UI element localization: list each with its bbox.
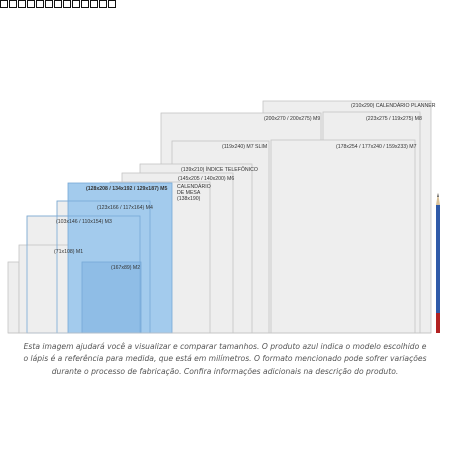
size-label-m1: (71x108) M1 bbox=[54, 249, 84, 255]
size-box-m7 bbox=[271, 140, 415, 333]
size-label-m6: (145x205 / 140x200) M6 bbox=[178, 176, 235, 182]
pencil-lead bbox=[437, 193, 438, 197]
size-label-line: CALENDÁRIO bbox=[177, 184, 211, 190]
size-box-m2 bbox=[82, 262, 141, 333]
size-label-m7: (178x254 / 177x240 / 159x233) M7 bbox=[336, 144, 417, 150]
size-box-edge bbox=[8, 262, 19, 333]
size-label-line: (138x190) bbox=[177, 196, 201, 202]
caption-line-1: Esta imagem ajudará você a visualizar e comparar tamanhos. O produto azul indica o modelo escolhido e bbox=[23, 342, 427, 351]
size-label-line: DE MESA bbox=[177, 190, 201, 196]
pencil-body bbox=[436, 205, 440, 313]
pencil-reference-icon bbox=[436, 193, 440, 333]
size-label-m8: (223x275 / 119x275) M8 bbox=[366, 116, 422, 122]
size-label-m9: (200x270 / 200x275) M9 bbox=[264, 116, 321, 122]
size-label-m2: (167x89) M2 bbox=[111, 265, 141, 271]
size-label-indice: (139x210) ÍNDICE TELEFÔNICO bbox=[181, 167, 258, 173]
size-label-m7slim: (119x240) M7 SLIM bbox=[222, 144, 268, 150]
size-label-planner: (210x290) CALENDÁRIO PLANNER bbox=[351, 103, 436, 109]
size-label-m3: (103x146 / 110x154) M3 bbox=[56, 219, 112, 225]
pencil-end bbox=[436, 313, 440, 333]
caption-line-3: durante o processo de fabricação. Confira informações adicionais na descrição do produto. bbox=[51, 366, 399, 376]
size-label-m4: (123x166 / 117x164) M4 bbox=[97, 205, 153, 211]
size-label-m5: (128x208 / 134x192 / 129x187) M5 bbox=[86, 186, 168, 192]
caption bbox=[20, 341, 430, 378]
caption-line-2: o lápis é a referência para medida, que está em milímetros. O formato mencionado pode sofrer variações bbox=[23, 354, 427, 364]
